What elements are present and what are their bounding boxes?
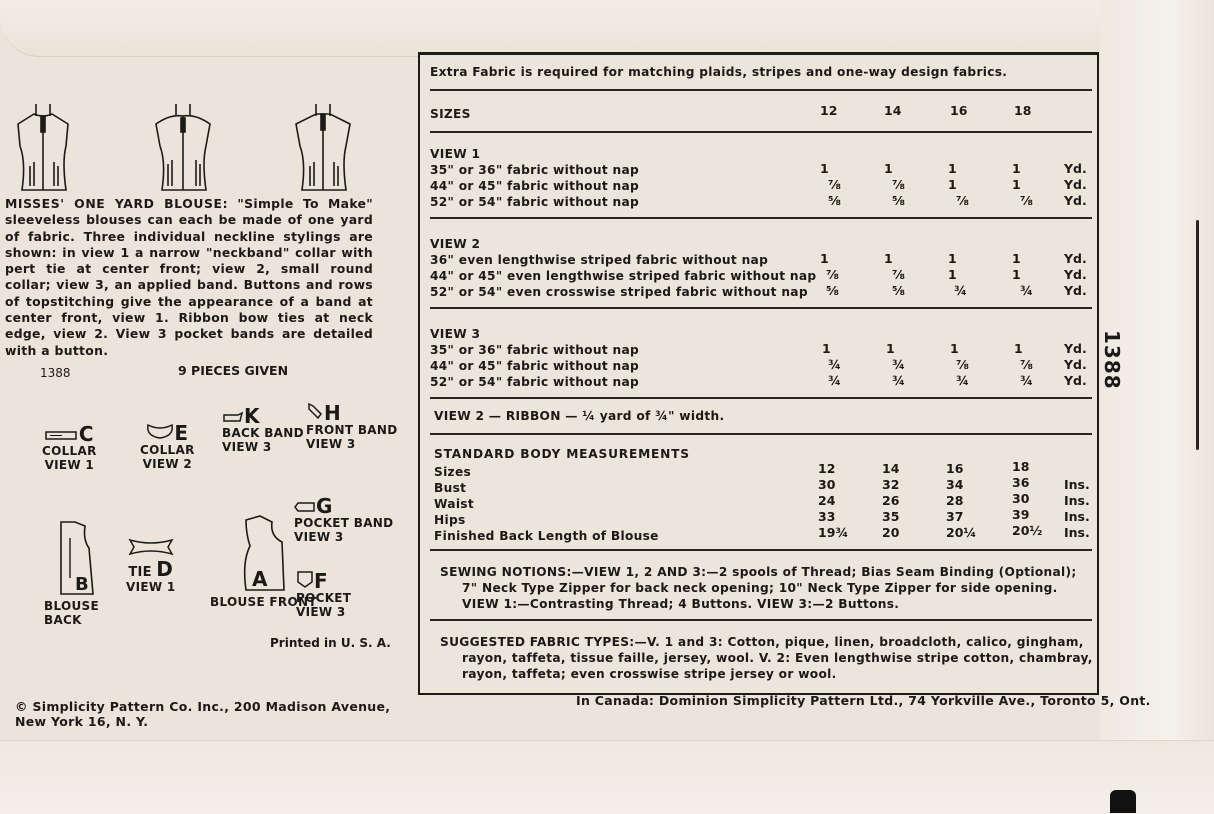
- fabric-types-line-2: rayon, taffeta, tissue faille, jersey, wool. V. 2: Even lengthwise stripe cotton, chambray,: [462, 651, 1093, 665]
- yardage-row-label: 36" even lengthwise striped fabric without nap: [430, 253, 769, 267]
- fabric-types-line-1: SUGGESTED FABRIC TYPES:—V. 1 and 3: Cotton, pique, linen, broadcloth, calico, gingham,: [440, 635, 1084, 649]
- round-collar-icon: [146, 422, 174, 440]
- view-2-title: VIEW 2: [430, 237, 481, 251]
- piece-g-pocket-band: G POCKET BAND VIEW 3: [294, 494, 394, 544]
- tie-pattern-icon: [128, 538, 174, 556]
- piece-b-blouse-back: B BLOUSE BACK: [44, 518, 114, 627]
- yardage-row-label: 52" or 54" fabric without nap: [430, 195, 640, 209]
- size-16: 16: [950, 103, 968, 118]
- blouse-back-pattern-icon: [57, 518, 101, 596]
- measurement-label: Bust: [434, 481, 467, 495]
- divider: [430, 433, 1092, 435]
- printed-in: Printed in U. S. A.: [270, 636, 391, 650]
- yardage-row-label: 44" or 45" fabric without nap: [430, 359, 640, 373]
- envelope-bottom-edge: [0, 740, 1214, 814]
- yardage-row-label: 35" or 36" fabric without nap: [430, 163, 640, 177]
- svg-text:B: B: [75, 574, 90, 595]
- divider: [430, 89, 1092, 91]
- measurement-label: Finished Back Length of Blouse: [434, 529, 659, 543]
- yardage-row-label: 35" or 36" fabric without nap: [430, 343, 640, 357]
- piece-c-collar: C COLLAR VIEW 1: [42, 422, 97, 472]
- pattern-number-vertical: 1388: [1100, 330, 1124, 390]
- pattern-number-label: 1388: [40, 366, 71, 380]
- measurement-label: Sizes: [434, 465, 472, 479]
- pattern-description: [5, 196, 373, 359]
- ribbon-note: VIEW 2 — RIBBON — ¼ yard of ¾" width.: [434, 409, 725, 423]
- description-title: MISSES' ONE YARD BLOUSE:: [5, 196, 229, 211]
- blouse-back-view-1-icon: [12, 100, 74, 195]
- front-band-icon: [306, 402, 324, 420]
- size-12: 12: [820, 103, 838, 118]
- body-measurements-title: STANDARD BODY MEASUREMENTS: [434, 447, 690, 461]
- view-1-title: VIEW 1: [430, 147, 481, 161]
- sewing-notions-line-2: 7" Neck Type Zipper for back neck opening; 10" Neck Type Zipper for side opening.: [462, 581, 1058, 595]
- blouse-back-view-2-icon: [152, 100, 214, 195]
- extra-fabric-note: Extra Fabric is required for matching plaids, stripes and one-way design fabrics.: [430, 65, 1008, 79]
- pocket-icon: [296, 570, 314, 588]
- size-18: 18: [1014, 103, 1032, 118]
- svg-text:A: A: [252, 567, 269, 591]
- size-14: 14: [884, 103, 902, 118]
- piece-a-blouse-front: A BLOUSE FRONT: [210, 512, 317, 609]
- divider: [430, 217, 1092, 219]
- back-band-icon: [222, 411, 244, 423]
- piece-h-front-band: H FRONT BAND VIEW 3: [306, 401, 398, 451]
- sewing-notions-line-3: VIEW 1:—Contrasting Thread; 4 Buttons. VIEW 3:—2 Buttons.: [462, 597, 900, 611]
- pattern-description-panel: [0, 0, 410, 740]
- yardage-chart-box: Extra Fabric is required for matching plaids, stripes and one-way design fabrics. SIZES 12 14 16 18 VIEW 1 35" or 36" fabric without nap 44" or 45" fabric without nap 52" or 54" fabric without nap 1 1 1 1 Yd. ⅞ ⅞ 1 1 Yd. ⅝ ⅝ ⅞ ⅞ Yd. VIEW 2 36" even lengthwise striped fabric without nap 44" or 45" even lengthwise striped fabric without nap 52" or 54" even crosswise striped fabric without nap 1 1 1 1 Yd. ⅞ ⅞ 1 1 Yd. ⅝ ⅝ ¾ ¾ Yd. VIEW 3 35" or 36" fabric without nap 44" or 45" fabric without nap 52" or 54" fabric without nap 1 1 1 1 Yd. ¾ ¾ ⅞ ⅞ Yd. ¾ ¾ ¾ ¾ Yd. VIEW 2 — RIBBON — ¼ yard of ¾" width. STANDARD BODY MEASUREMENTS Sizes Bust Waist Hips Finished Back Length of Blouse 12 14 16 18 30 32 34 36 Ins. 24 26 28 30 Ins. 33 35 37 39 Ins. 19¾ 20 20¼ 20½ Ins. SEWING NOTIONS:—VIEW 1, 2 AND 3:—2 spools of Thread; Bias Seam Binding (Optional); 7" Neck Type Zipper for back neck opening; 10" Neck Type Zipper for side opening. VIEW 1:—Contrasting Thread; 4 Buttons. VIEW 3:—2 Buttons. SUGGESTED FABRIC TYPES:—V. 1 and 3: Cotton, pique, linen, broadcloth, calico, gingham, rayon, taffeta, tissue faille, jersey, wool. V. 2: Even lengthwise stripe cotton, chambray, rayon, taffeta; even crosswise stripe jersey or wool.: [418, 52, 1099, 695]
- blouse-front-pattern-icon: [238, 512, 288, 592]
- view-3-title: VIEW 3: [430, 327, 481, 341]
- piece-f-pocket: F POCKET VIEW 3: [296, 569, 352, 619]
- copyright-line: © Simplicity Pattern Co. Inc., 200 Madison Avenue, New York 16, N. Y.: [15, 699, 391, 729]
- blouse-back-view-3-icon: [292, 100, 354, 195]
- divider: [430, 131, 1092, 133]
- piece-d-tie: TIE D VIEW 1: [126, 538, 176, 594]
- fabric-types-line-3: rayon, taffeta; even crosswise stripe jersey or wool.: [462, 667, 837, 681]
- piece-e-collar: E COLLAR VIEW 2: [140, 421, 195, 471]
- sizes-label: SIZES: [430, 107, 471, 121]
- canada-address: In Canada: Dominion Simplicity Pattern Ltd., 74 Yorkville Ave., Toronto 5, Ont.: [576, 693, 1151, 708]
- yardage-row-label: 44" or 45" fabric without nap: [430, 179, 640, 193]
- divider: [430, 397, 1092, 399]
- collar-strip-icon: [45, 429, 79, 441]
- corner-notch: [1110, 790, 1136, 813]
- divider: [430, 549, 1092, 551]
- description-body: "Simple To Make" sleeveless blouses can each be made of one yard of fabric. Three individual neckline stylings are shown: in view 1 a narrow "neckband" collar with pert tie at center front; view 2, small round collar; view 3, an applied band. Buttons and rows of topstitching give the appearance of a band at center front, view 1. Ribbon bow ties at neck edge, view 2. View 3 pocket bands are detailed with a button.: [5, 196, 373, 358]
- sewing-notions-line-1: SEWING NOTIONS:—VIEW 1, 2 AND 3:—2 spools of Thread; Bias Seam Binding (Optional);: [440, 565, 1077, 579]
- envelope-edge-shadow: [1196, 220, 1199, 450]
- piece-k-back-band: K BACK BAND VIEW 3: [222, 404, 304, 454]
- measurement-label: Hips: [434, 513, 466, 527]
- yardage-row-label: 44" or 45" even lengthwise striped fabric without nap: [430, 269, 817, 283]
- divider: [430, 619, 1092, 621]
- yardage-row-label: 52" or 54" fabric without nap: [430, 375, 640, 389]
- yardage-row-label: 52" or 54" even crosswise striped fabric without nap: [430, 285, 808, 299]
- divider: [430, 307, 1092, 309]
- pieces-given: 9 PIECES GIVEN: [178, 363, 289, 378]
- measurement-label: Waist: [434, 497, 474, 511]
